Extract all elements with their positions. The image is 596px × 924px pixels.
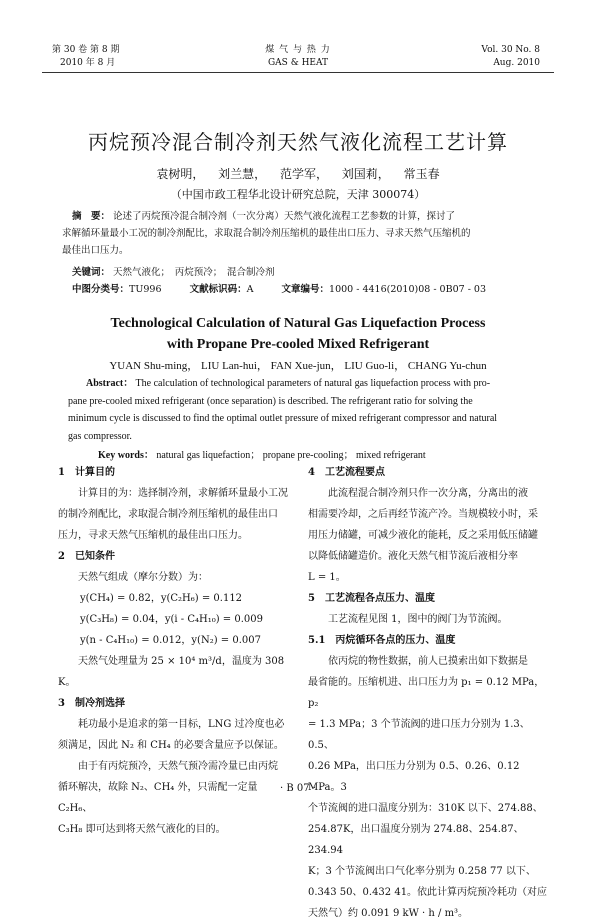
abstract-cn-line: 求解循环量最小工况的制冷剂配比，求取混合制冷剂压缩机的最佳出口压力、寻求天然气压缩机的	[62, 228, 471, 239]
abstract-en-label: Abstract：	[86, 378, 134, 389]
authors-en: YUAN Shu-ming， LIU Lan-hui， FAN Xue-jun， LIU Guo-li， CHANG Yu-chun	[109, 360, 487, 372]
text-line: 由于有丙烷预冷，天然气预冷需冷量已由丙烷	[78, 761, 278, 772]
header-rule	[42, 72, 554, 73]
journal-name-cn: 煤 气 与 热 力	[265, 45, 331, 55]
journal-volume-en: Vol. 30 No. 8	[481, 45, 540, 55]
text-line: 工艺流程见图 1，图中的阀门为节流阀。	[328, 614, 508, 625]
journal-date-cn: 2010 年 8 月	[60, 58, 116, 68]
text-line: 用压力储罐，可减少液化的能耗，反之采用低压储罐	[308, 530, 538, 541]
text-line: 循环解决，故除 N₂、CH₄ 外，只需配一定量 C₂H₆、	[58, 782, 258, 814]
text-line: 压力，寻求天然气压缩机的最佳出口压力。	[58, 530, 248, 541]
equation-line: y(n - C₄H₁₀) = 0.012，y(N₂) = 0.007	[80, 635, 261, 646]
affiliation-cn: （中国市政工程华北设计研究总院，天津 300074）	[170, 188, 426, 201]
text-line: 依丙烷的物性数据，前人已摸索出如下数据是	[328, 656, 528, 667]
classification-line	[72, 282, 534, 297]
text-line: 耗功最小是追求的第一目标，LNG 过冷度也必	[78, 719, 285, 730]
text-line: = 1.3 MPa；3 个节流阀的进口压力分别为 1.3、0.5、	[308, 719, 530, 751]
text-line: 最省能的。压缩机进、出口压力为 p₁ = 0.12 MPa，p₂	[308, 677, 545, 709]
text-line: 0.26 MPa，出口压力分别为 0.5、0.26、0.12 MPa。3	[308, 761, 520, 793]
text-line: 相需要冷却，之后再经节流产冷。当规模较小时，采	[308, 509, 538, 520]
clc-label: 中图分类号：	[72, 284, 130, 295]
article-no: 1000 - 4416(2010)08 - 0B07 - 03	[329, 284, 487, 295]
section-3-heading: 3 制冷剂选择	[58, 698, 125, 709]
clc-code: TU996	[129, 284, 162, 295]
keywords-en-label: Key words：	[98, 450, 154, 461]
abstract-cn-label: 摘 要：	[72, 211, 111, 222]
equation-line: y(C₃H₈) = 0.04，y(i - C₄H₁₀) = 0.009	[80, 614, 263, 625]
section-1-heading: 1 计算目的	[58, 467, 115, 478]
text-line: 此流程混合制冷剂只作一次分离，分离出的液	[328, 488, 528, 499]
text-line: 天然气处理量为 25 × 10⁴ m³/d，温度为 308 K。	[58, 656, 285, 688]
abstract-cn-line: 论述了丙烷预冷混合制冷剂（一次分离）天然气液化流程工艺参数的计算，探讨了	[113, 211, 456, 222]
text-line: 254.87K，出口温度分别为 274.88、254.87、234.94	[308, 824, 524, 856]
abstract-en-line: minimum cycle is discussed to find the optimal outlet pressure of mixed refrigerant compressor and natural	[68, 413, 498, 424]
abstract-en-line: pane pre-cooled mixed refrigerant (once separation) is described. The refrigerant ratio for solving the	[68, 395, 473, 407]
doc-code-label: 文献标识码：	[189, 284, 247, 295]
keywords-cn-label: 关键词：	[72, 267, 111, 278]
section-2-heading: 2 已知条件	[58, 551, 115, 562]
paper-title-en-line2: with Propane Pre-cooled Mixed Refrigerant	[166, 337, 430, 352]
text-line: 须满足，因此 N₂ 和 CH₄ 的必要含量应予以保证。	[58, 740, 284, 751]
keywords-cn	[72, 265, 534, 280]
text-line: 天然气组成（摩尔分数）为：	[78, 572, 208, 583]
article-no-label: 文章编号：	[281, 284, 330, 295]
section-5-1-heading: 5.1 丙烷循环各点的压力、温度	[308, 635, 456, 646]
section-4-heading: 4 工艺流程要点	[308, 467, 385, 478]
paper-title-cn: 丙烷预冷混合制冷剂天然气液化流程工艺计算	[88, 130, 508, 154]
page-number: · B 07 ·	[280, 783, 316, 794]
right-column	[308, 462, 548, 924]
text-line: K；3 个节流阀出口气化率分别为 0.258 77 以下、	[308, 866, 536, 877]
authors-cn: 袁树明， 刘兰慧， 范学军， 刘国莉， 常玉春	[156, 167, 440, 181]
text-line: 个节流阀的进口温度分别为：310K 以下、274.88、	[308, 803, 543, 814]
abstract-cn	[62, 208, 534, 259]
abstract-en	[68, 375, 534, 445]
text-line: L = 1。	[308, 572, 346, 583]
doc-code: A	[246, 284, 254, 295]
text-line: 以降低储罐造价。液化天然气相节流后液相分率	[308, 551, 518, 562]
section-5-heading: 5 工艺流程各点压力、温度	[308, 593, 435, 604]
journal-name-en: GAS & HEAT	[267, 58, 329, 68]
equation-line: y(CH₄) = 0.82，y(C₂H₆) = 0.112	[80, 593, 243, 604]
abstract-en-line: gas compressor.	[68, 430, 132, 442]
text-line: 的制冷剂配比，求取混合制冷剂压缩机的最佳出口	[58, 509, 278, 520]
text-line: 计算目的为：选择制冷剂，求解循环量最小工况	[78, 488, 288, 499]
keywords-en-text: natural gas liquefaction； propane pre-cooling； mixed refrigerant	[156, 450, 426, 461]
paper-title-en-line1: Technological Calculation of Natural Gas Liquefaction Process	[110, 316, 486, 331]
keywords-cn-text: 天然气液化； 丙烷预冷； 混合制冷剂	[113, 267, 275, 278]
journal-volume-issue: 第 30 卷 第 8 期	[52, 45, 120, 55]
text-line: C₃H₈ 即可达到将天然气液化的目的。	[58, 824, 226, 835]
text-line: 0.343 50、0.432 41。依此计算丙烷预冷耗功（对应	[308, 887, 548, 898]
journal-date-en: Aug. 2010	[493, 58, 540, 68]
text-line: 天然气）约 0.091 9 kW · h / m³。	[308, 908, 469, 919]
abstract-cn-line: 最佳出口压力。	[62, 245, 129, 256]
abstract-en-line: The calculation of technological parameters of natural gas liquefaction process with pro-	[135, 378, 491, 389]
